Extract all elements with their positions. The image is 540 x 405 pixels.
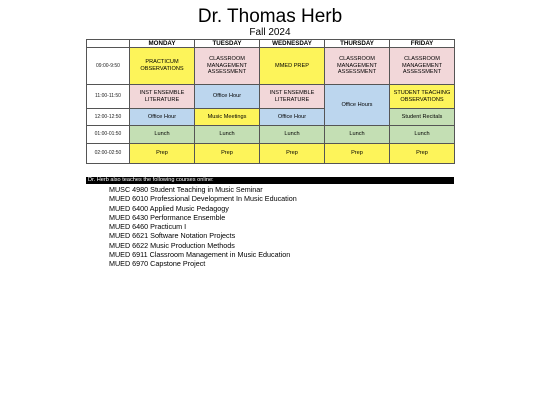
table-row — [87, 85, 455, 109]
day-header-wednesday: WEDNESDAY — [260, 40, 325, 48]
online-courses-header: Dr. Herb also teaches the following courses online: — [86, 177, 454, 184]
lunch-block: Lunch — [130, 126, 195, 144]
prep-block: Prep — [260, 144, 325, 164]
list-item: MUED 6970 Capstone Project — [109, 259, 206, 269]
office-hour-block: Office Hour — [195, 85, 260, 109]
class-block: INST ENSEMBLE LITERATURE — [260, 85, 325, 109]
list-item: MUED 6622 Music Production Methods — [109, 240, 235, 250]
class-block: CLASSROOM MANAGEMENT ASSESSMENT — [390, 48, 455, 85]
list-item: MUED 6621 Software Notation Projects — [109, 231, 236, 241]
class-block: MMED PREP — [260, 48, 325, 85]
time-slot-label: 12:00-12:50 — [87, 109, 130, 126]
meeting-block: Music Meetings — [195, 109, 260, 126]
list-item: MUED 6911 Classroom Management in Music Education — [109, 250, 291, 260]
class-block: STUDENT TEACHING OBSERVATIONS — [390, 85, 455, 109]
time-slot-label: 09:00-9:50 — [87, 48, 130, 85]
table-row — [87, 109, 455, 126]
office-hour-block: Office Hour — [260, 109, 325, 126]
time-slot-label: 11:00-11:50 — [87, 85, 130, 109]
list-item: MUED 6010 Professional Development In Music Education — [109, 194, 297, 204]
lunch-block: Lunch — [260, 126, 325, 144]
class-block: CLASSROOM MANAGEMENT ASSESSMENT — [325, 48, 390, 85]
list-item: MUED 6460 Practicum I — [109, 222, 187, 232]
lunch-block: Lunch — [325, 126, 390, 144]
day-header-thursday: THURSDAY — [325, 40, 390, 48]
lunch-block: Lunch — [195, 126, 260, 144]
prep-block: Prep — [130, 144, 195, 164]
office-hour-block: Office Hours — [325, 85, 390, 126]
corner-cell — [87, 40, 130, 48]
office-hour-block: Office Hour — [130, 109, 195, 126]
day-header-friday: FRIDAY — [390, 40, 455, 48]
day-header-tuesday: TUESDAY — [195, 40, 260, 48]
online-course-list — [109, 185, 297, 269]
time-slot-label: 02:00-02:50 — [87, 144, 130, 164]
recital-block: Student Recitals — [390, 109, 455, 126]
class-block: CLASSROOM MANAGEMENT ASSESSMENT — [195, 48, 260, 85]
table-row — [87, 48, 455, 85]
list-item: MUED 6430 Performance Ensemble — [109, 212, 226, 222]
list-item: MUED 6400 Applied Music Pedagogy — [109, 203, 229, 213]
day-header-monday: MONDAY — [130, 40, 195, 48]
prep-block: Prep — [325, 144, 390, 164]
table-row — [87, 126, 455, 144]
schedule-table — [86, 39, 455, 164]
time-slot-label: 01:00-01:50 — [87, 126, 130, 144]
table-row — [87, 144, 455, 164]
class-block: PRACTICUM OBSERVATIONS — [130, 48, 195, 85]
day-header-row — [87, 40, 455, 48]
page-title: Dr. Thomas Herb — [197, 6, 343, 27]
class-block: INST ENSEMBLE LITERATURE — [130, 85, 195, 109]
lunch-block: Lunch — [390, 126, 455, 144]
prep-block: Prep — [195, 144, 260, 164]
prep-block: Prep — [390, 144, 455, 164]
list-item: MUSC 4980 Student Teaching in Music Seminar — [109, 185, 263, 194]
term-subtitle: Fall 2024 — [249, 27, 291, 38]
